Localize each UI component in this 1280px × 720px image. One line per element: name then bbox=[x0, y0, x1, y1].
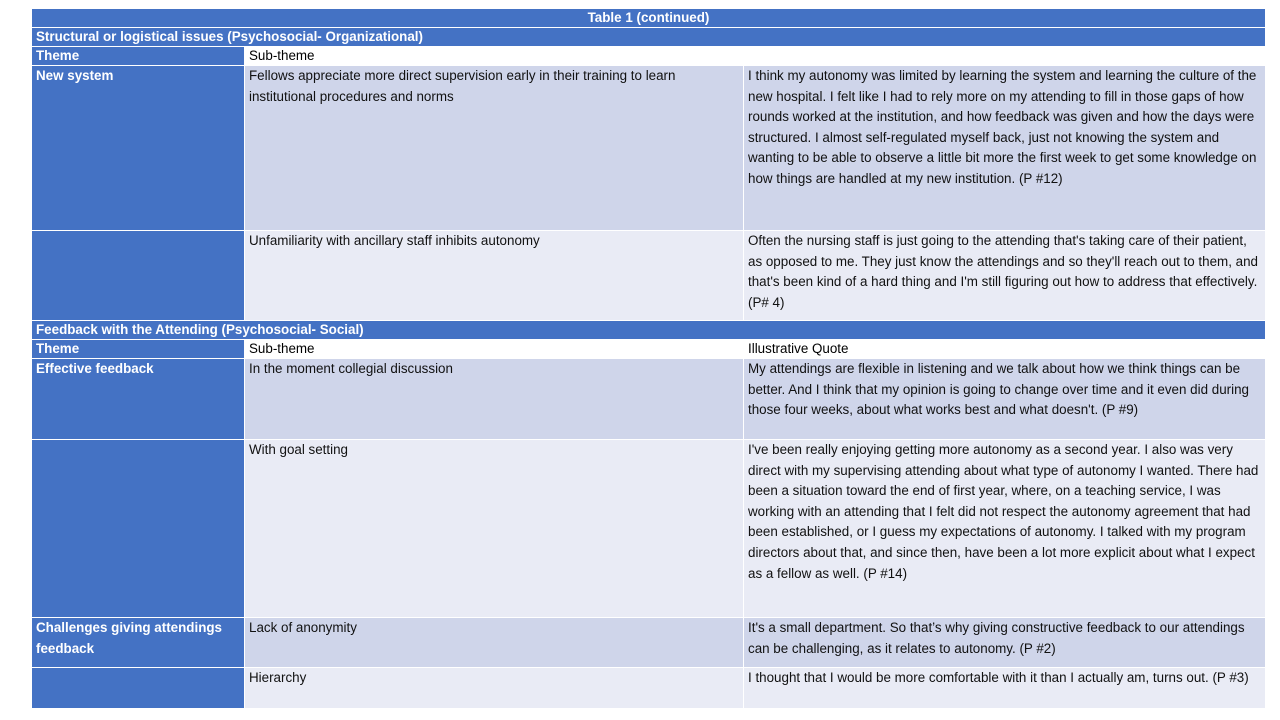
header-theme: Theme bbox=[32, 47, 245, 66]
quote-cell: I've been really enjoying getting more autonomy as a second year. I also was very direct with my supervising attending about what type of autonomy I wanted. There had been a situation toward the end of first year, where, on a teaching service, I was working with an attending that I felt did not respect the autonomy agreement that had been established, or I guess my expectations of autonomy. I talked with my program directors about that, and since then, have been a lot more explicit about what I expect as a fellow as well. (P #14) bbox=[744, 440, 1266, 618]
table-row bbox=[32, 618, 1266, 668]
header-theme: Theme bbox=[32, 340, 245, 359]
header-row bbox=[32, 340, 1266, 359]
subtheme-cell: With goal setting bbox=[245, 440, 744, 618]
quote-cell: I thought that I would be more comfortable with it than I actually am, turns out. (P #3) bbox=[744, 668, 1266, 709]
subtheme-cell: Fellows appreciate more direct supervision early in their training to learn institutional procedures and norms bbox=[245, 66, 744, 231]
quote-cell: My attendings are flexible in listening and we talk about how we think things can be better. And I think that my opinion is going to change over time and it even did during those four weeks, about what works best and what doesn't. (P #9) bbox=[744, 359, 1266, 440]
subtheme-cell: Unfamiliarity with ancillary staff inhibits autonomy bbox=[245, 231, 744, 321]
theme-cell: Challenges giving attendings feedback bbox=[32, 618, 245, 668]
themes-table bbox=[31, 8, 1266, 709]
theme-cell bbox=[32, 668, 245, 709]
subtheme-cell: Lack of anonymity bbox=[245, 618, 744, 668]
theme-cell: New system bbox=[32, 66, 245, 231]
quote-cell: Often the nursing staff is just going to the attending that's taking care of their patient, as opposed to me. They just know the attendings and so they'll reach out to them, and that's been kind of a hard thing and I'm still figuring out how to address that effectively. (P# 4) bbox=[744, 231, 1266, 321]
table-row bbox=[32, 440, 1266, 618]
header-quote bbox=[744, 47, 1266, 66]
theme-cell bbox=[32, 440, 245, 618]
header-row bbox=[32, 47, 1266, 66]
section-title-row bbox=[32, 28, 1266, 47]
subtheme-cell: In the moment collegial discussion bbox=[245, 359, 744, 440]
header-subtheme: Sub-theme bbox=[245, 47, 744, 66]
table-caption: Table 1 (continued) bbox=[32, 9, 1266, 28]
table-row bbox=[32, 668, 1266, 709]
header-subtheme: Sub-theme bbox=[245, 340, 744, 359]
table-row bbox=[32, 359, 1266, 440]
table-row bbox=[32, 231, 1266, 321]
theme-cell bbox=[32, 231, 245, 321]
theme-cell: Effective feedback bbox=[32, 359, 245, 440]
table-caption-row bbox=[32, 9, 1266, 28]
section-title-row bbox=[32, 321, 1266, 340]
quote-cell: I think my autonomy was limited by learning the system and learning the culture of the new hospital. I felt like I had to rely more on my attending to fill in those gaps of how rounds worked at the institution, and how feedback was given and how the days were structured. I almost self-regulated myself back, just not knowing the system and wanting to be able to observe a little bit more the first week to get some knowledge on how things are handled at my new institution. (P #12) bbox=[744, 66, 1266, 231]
table-row bbox=[32, 66, 1266, 231]
quote-cell: It's a small department. So that’s why giving constructive feedback to our attendings can be challenging, as it relates to autonomy. (P #2) bbox=[744, 618, 1266, 668]
section-title: Feedback with the Attending (Psychosocial- Social) bbox=[32, 321, 1266, 340]
subtheme-cell: Hierarchy bbox=[245, 668, 744, 709]
section-title: Structural or logistical issues (Psychosocial- Organizational) bbox=[32, 28, 1266, 47]
header-quote: Illustrative Quote bbox=[744, 340, 1266, 359]
